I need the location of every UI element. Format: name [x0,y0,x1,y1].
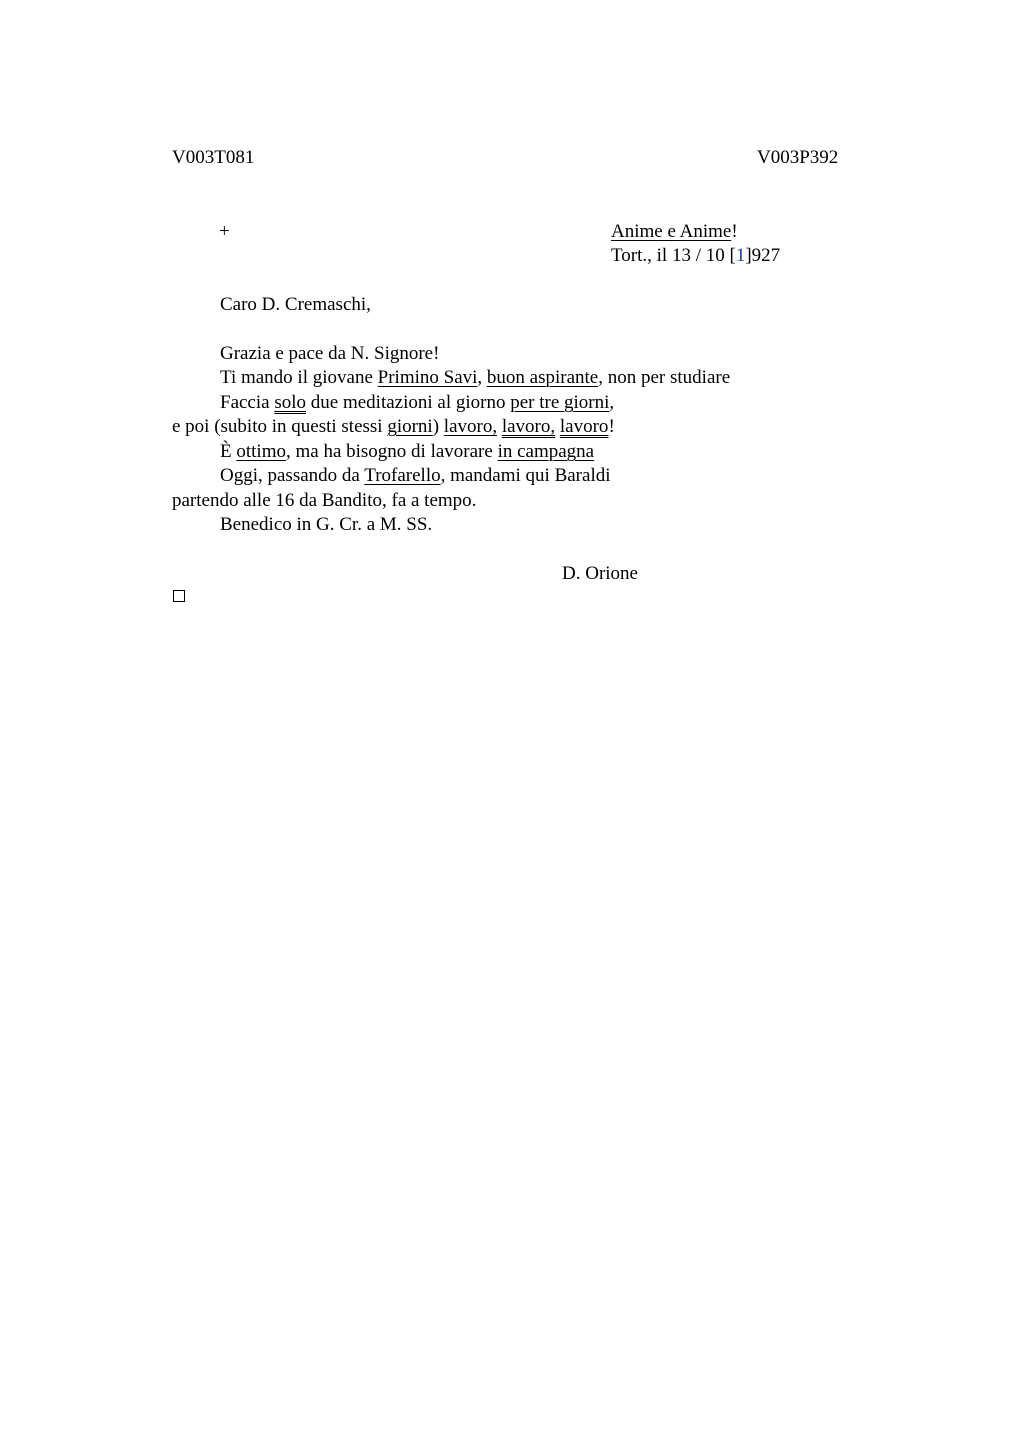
motto [611,220,738,244]
double-underlined-word: lavoro, [501,416,556,437]
motto-text: Anime e Anime [611,221,732,242]
underlined-word: giorni [387,416,433,437]
date-line [611,244,780,268]
underlined-name: Primino Savi [377,367,478,388]
body-line-6: partendo alle 16 da Bandito, fa a tempo. [172,490,477,511]
underlined-phrase: buon aspirante [486,367,599,388]
text-segment: , mandami qui Baraldi [440,465,611,486]
text-segment: , ma ha bisogno di lavorare [285,441,498,462]
text-segment: e poi (subito in questi stessi [172,416,388,437]
underlined-word: lavoro, [443,416,498,437]
text-segment: ! [608,416,615,437]
double-underlined-word: lavoro [559,416,609,437]
text-segment: Oggi, passando da [220,465,365,486]
body-line-5 [220,464,611,488]
salutation: Caro D. Cremaschi, [220,294,371,315]
checkbox-square-icon [173,590,185,602]
date-suffix: ]927 [745,245,781,266]
text-segment: È [220,441,237,462]
cross-symbol: + [219,221,230,242]
body-line-2 [220,391,614,415]
underlined-phrase: per tre giorni [510,392,610,413]
motto-end: ! [731,221,738,242]
body-line-1 [220,366,730,390]
signature: D. Orione [562,563,638,584]
text-segment: Ti mando il giovane [220,367,378,388]
date-bracket-digit: 1 [735,245,746,266]
body-line-3 [172,415,615,439]
greeting: Grazia e pace da N. Signore! [220,343,440,364]
header-left-code: V003T081 [172,147,255,168]
underlined-phrase: in campagna [497,441,595,462]
text-segment: , non per studiare [598,367,731,388]
double-underlined-word: solo [274,392,307,413]
text-segment: due meditazioni al giorno [306,392,511,413]
underlined-place: Trofarello [364,465,441,486]
body-line-7: Benedico in G. Cr. a M. SS. [220,514,433,535]
text-segment: , [609,392,615,413]
header-right-code: V003P392 [757,147,839,168]
text-segment: Faccia [220,392,275,413]
text-segment: ) [432,416,444,437]
date-prefix: Tort., il 13 / 10 [ [611,245,736,266]
body-line-4 [220,440,594,464]
text-segment: , [477,367,487,388]
underlined-word: ottimo [236,441,286,462]
